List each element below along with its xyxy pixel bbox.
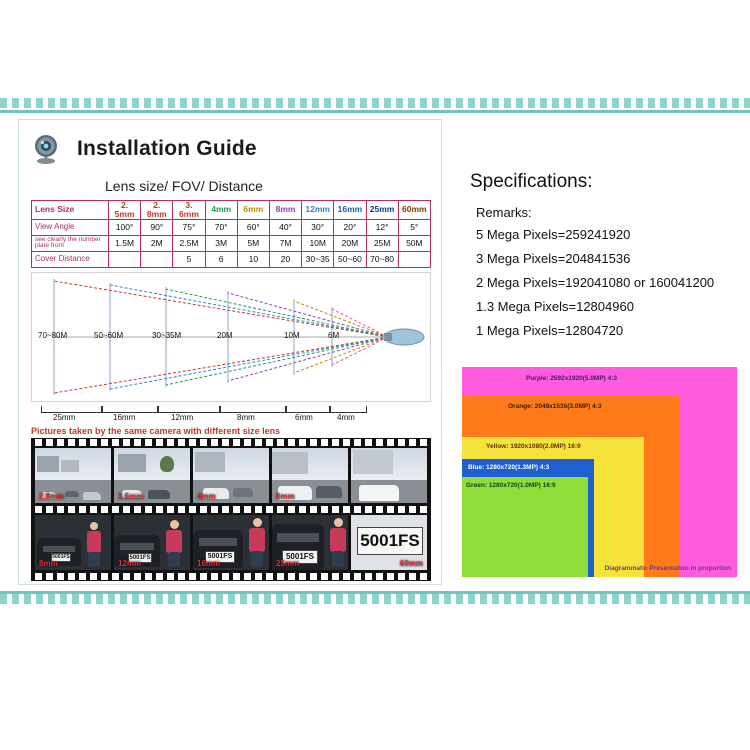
specifications-list	[476, 227, 746, 347]
filmstrip-row-bottom	[35, 515, 427, 570]
scale-label: 16mm	[113, 413, 136, 422]
cell: 6mm	[237, 201, 269, 220]
fov-distance-label: 50~60M	[94, 331, 124, 340]
fov-distance-label: 30~35M	[152, 331, 182, 340]
lens-scale-bar	[31, 406, 431, 426]
film-perforation	[31, 439, 431, 446]
lens-size-table	[31, 200, 431, 268]
row-label: Lens Size	[32, 201, 109, 220]
cell: 10M	[302, 235, 334, 251]
cell: 40°	[269, 219, 301, 235]
fov-distance-label: 6M	[328, 331, 340, 340]
cell: 20M	[334, 235, 366, 251]
resolution-label: Green: 1280x720(1.0MP) 16:9	[466, 482, 556, 489]
photo-cell	[272, 515, 348, 570]
specifications-title: Specifications:	[470, 171, 593, 192]
specifications-panel	[452, 119, 737, 585]
content-area	[0, 113, 750, 591]
filmstrip-row-top	[35, 448, 427, 503]
photo-cell	[35, 515, 111, 570]
list-item: 3 Mega Pixels=204841536	[476, 251, 631, 266]
list-item: 5 Mega Pixels=259241920	[476, 227, 631, 242]
scale-label: 25mm	[53, 413, 76, 422]
cell: 75°	[173, 219, 205, 235]
cell: 12°	[366, 219, 398, 235]
list-item: 1.3 Mega Pixels=12804960	[476, 299, 634, 314]
table-row	[32, 201, 431, 220]
cell: 20°	[334, 219, 366, 235]
film-perforation	[31, 506, 431, 513]
list-item: 1 Mega Pixels=12804720	[476, 323, 624, 338]
row-label: see clearly the number plate from	[32, 235, 109, 251]
photo-tag: 60mm	[399, 559, 423, 568]
fov-diagram	[31, 272, 431, 402]
photo-cell	[272, 448, 348, 503]
scale-label: 8mm	[237, 413, 255, 422]
remarks-label: Remarks:	[476, 205, 532, 220]
row-label: View Angle	[32, 219, 109, 235]
bottom-dashed-band	[0, 594, 750, 604]
cell: 2. 5mm	[109, 201, 141, 220]
plate-text: 5001FS	[129, 555, 151, 561]
cell: 10	[237, 251, 269, 267]
cell: 60mm	[398, 201, 430, 220]
photo-cell	[351, 448, 427, 503]
photo-cell	[193, 515, 269, 570]
cell: 30~35	[302, 251, 334, 267]
cell: 25mm	[366, 201, 398, 220]
cell: 2. 8mm	[141, 201, 173, 220]
cell: 16mm	[334, 201, 366, 220]
photo-cell	[114, 448, 190, 503]
film-perforation	[31, 573, 431, 580]
cell	[398, 251, 430, 267]
fov-distance-label: 10M	[284, 331, 300, 340]
photo-tag: 6mm	[276, 492, 295, 501]
cell: 5°	[398, 219, 430, 235]
resolution-label: Purple: 2592x1920(5.0MP) 4:3	[526, 375, 618, 382]
photo-cell	[114, 515, 190, 570]
cell: 25M	[366, 235, 398, 251]
table-row	[32, 219, 431, 235]
cell: 60°	[237, 219, 269, 235]
resolution-label: Yellow: 1920x1080(2.0MP) 16:9	[486, 443, 581, 450]
guide-subtitle: Lens size/ FOV/ Distance	[105, 178, 263, 194]
filmstrip	[31, 438, 431, 581]
row-label: Cover Distance	[32, 251, 109, 267]
cell: 12mm	[302, 201, 334, 220]
resolution-rect-green	[462, 477, 588, 577]
cell: 70°	[205, 219, 237, 235]
photo-tag: 25mm	[276, 559, 300, 568]
resolution-label: Blue: 1280x720(1.3MP) 4:3	[468, 464, 550, 471]
photo-tag: 4mm	[197, 492, 216, 501]
cell: 3. 6mm	[173, 201, 205, 220]
photo-cell	[351, 515, 427, 570]
photo-tag: 2.8mm	[39, 492, 65, 501]
cell: 6	[205, 251, 237, 267]
installation-guide-panel	[18, 119, 442, 585]
cell: 20	[269, 251, 301, 267]
cell: 90°	[141, 219, 173, 235]
list-item: 2 Mega Pixels=192041080 or 160041200	[476, 275, 715, 290]
cell: 4mm	[205, 201, 237, 220]
cell: 5	[173, 251, 205, 267]
plate-text: 5001FS	[52, 554, 70, 560]
chart-footnote: Diagrammatic Presentation in proportion	[604, 565, 731, 572]
cell: 1.5M	[109, 235, 141, 251]
table-row	[32, 251, 431, 267]
filmstrip-caption: Pictures taken by the same camera with different size lens	[31, 426, 281, 436]
fov-distance-label: 70~80M	[38, 331, 68, 340]
photo-tag: 8mm	[39, 559, 58, 568]
photo-cell	[193, 448, 269, 503]
cell: 2.5M	[173, 235, 205, 251]
cell: 3M	[205, 235, 237, 251]
plate-text: 5001FS	[285, 552, 315, 561]
photo-cell	[35, 448, 111, 503]
cell: 7M	[269, 235, 301, 251]
photo-tag: 16mm	[197, 559, 221, 568]
cell: 30°	[302, 219, 334, 235]
guide-header	[29, 132, 257, 166]
cell: 8mm	[269, 201, 301, 220]
cell: 5M	[237, 235, 269, 251]
resolution-proportion-chart	[462, 367, 737, 577]
cell: 100°	[109, 219, 141, 235]
scale-label: 12mm	[171, 413, 194, 422]
plate-text: 5001FS	[207, 553, 233, 560]
cell	[141, 251, 173, 267]
cell: 50M	[398, 235, 430, 251]
scale-label: 6mm	[295, 413, 313, 422]
fov-distance-label: 20M	[217, 331, 233, 340]
webcam-icon	[29, 132, 63, 166]
cell: 50~60	[334, 251, 366, 267]
table-row	[32, 235, 431, 251]
cell: 70~80	[366, 251, 398, 267]
cell: 2M	[141, 235, 173, 251]
plate-text: 5001FS	[360, 531, 420, 550]
photo-tag: 12mm	[118, 559, 142, 568]
page-title: Installation Guide	[77, 137, 257, 160]
photo-tag: 3.6mm	[118, 492, 144, 501]
cell	[109, 251, 141, 267]
resolution-label: Orange: 2048x1536(3.0MP) 4:3	[508, 403, 602, 410]
scale-label: 4mm	[337, 413, 355, 422]
top-dashed-band	[0, 98, 750, 108]
